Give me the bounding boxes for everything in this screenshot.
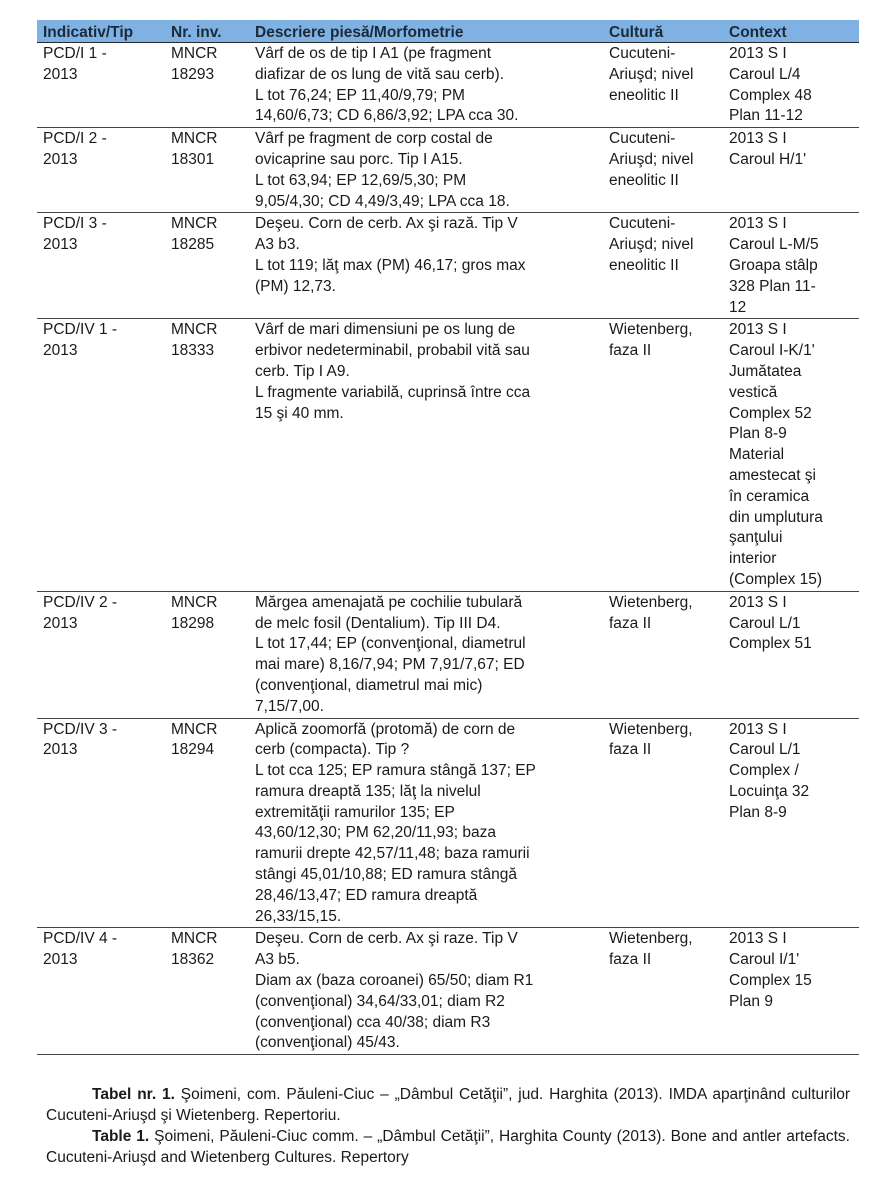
cell-line: 18333 <box>171 342 215 360</box>
cell-line: 15 şi 40 mm. <box>255 404 344 422</box>
cell-line: (Complex 15) <box>729 570 823 588</box>
cell-line: interior <box>729 550 777 568</box>
caption-romanian <box>46 1084 850 1126</box>
cell-line: Cucuteni- <box>609 45 676 62</box>
cell-indicativ <box>37 928 165 1055</box>
table-row <box>37 319 859 591</box>
cell-line: A3 b5. <box>255 951 300 969</box>
caption-ro-label: Tabel nr. 1. <box>92 1086 175 1103</box>
cell-line: L tot 63,94; EP 12,69/5,30; PM <box>255 171 467 189</box>
cell-line: cerb. Tip I A9. <box>255 362 350 380</box>
cell-line: 2013 S I <box>729 45 787 62</box>
cell-line: ramurii drepte 42,57/11,48; baza ramurii <box>255 845 530 863</box>
cell-line: Ariuşd; nivel <box>609 65 694 83</box>
cell-line: Wietenberg, <box>609 321 693 339</box>
cell-indicativ <box>37 128 165 213</box>
cell-line: (convenţional, diametrul mai mic) <box>255 676 483 694</box>
cell-line: 9,05/4,30; CD 4,49/3,49; LPA cca 18. <box>255 192 510 210</box>
cell-context <box>723 591 859 718</box>
cell-line: 18293 <box>171 65 215 83</box>
cell-line: 2013 S I <box>729 321 787 339</box>
cell-line: Complex 52 <box>729 404 812 422</box>
caption-english <box>46 1126 850 1168</box>
cell-line: de melc fosil (Dentalium). Tip III D4. <box>255 614 501 632</box>
cell-line: Ariuşd; nivel <box>609 150 694 168</box>
cell-line: 2013 S I <box>729 130 787 148</box>
cell-nr-inv <box>165 128 249 213</box>
header-row <box>37 20 859 43</box>
cell-descriere <box>249 128 603 213</box>
cell-line: Caroul I-K/1' <box>729 342 815 360</box>
cell-descriere <box>249 319 603 591</box>
cell-line: 14,60/6,73; CD 6,86/3,92; LPA cca 30. <box>255 107 519 125</box>
cell-line: Plan 8-9 <box>729 425 787 443</box>
caption-ro-text: Şoimeni, com. Păuleni-Ciuc – „Dâmbul Cetăţii”, jud. Harghita (2013). IMDA aparţinând culturilor Cucuteni-Ariuşd şi Wietenberg. Repertoriu. <box>46 1086 851 1124</box>
cell-line: PCD/I 2 - <box>43 130 107 148</box>
cell-line: ramura dreaptă 135; lăţ la nivelul <box>255 782 481 800</box>
cell-line: faza II <box>609 342 652 360</box>
cell-line: Plan 11-12 <box>729 107 803 125</box>
cell-line: Wietenberg, <box>609 720 693 738</box>
cell-line: Caroul L/1 <box>729 741 801 759</box>
cell-line: faza II <box>609 741 652 759</box>
cell-context <box>723 718 859 928</box>
cell-nr-inv <box>165 213 249 319</box>
table-row <box>37 213 859 319</box>
cell-indicativ <box>37 319 165 591</box>
cell-descriere <box>249 591 603 718</box>
cell-line: 328 Plan 11- <box>729 277 816 295</box>
cell-line: MNCR <box>171 720 218 738</box>
cell-descriere <box>249 43 603 128</box>
cell-indicativ <box>37 718 165 928</box>
cell-line: mai mare) 8,16/7,94; PM 7,91/7,67; ED <box>255 656 525 674</box>
cell-context <box>723 213 859 319</box>
cell-line: Complex 15 <box>729 972 812 990</box>
cell-line: PCD/I 3 - <box>43 215 107 233</box>
cell-context <box>723 928 859 1055</box>
table-header <box>37 20 859 43</box>
cell-line: L fragmente variabilă, cuprinsă între cca <box>255 383 531 401</box>
cell-line: 2013 S I <box>729 215 787 233</box>
cell-line: 18362 <box>171 951 215 969</box>
cell-line: eneolitic II <box>609 256 679 274</box>
cell-line: Wietenberg, <box>609 593 693 611</box>
cell-line: PCD/IV 1 - <box>43 321 118 339</box>
cell-cultura <box>603 213 723 319</box>
cell-line: Diam ax (baza coroanei) 65/50; diam R1 <box>255 972 534 990</box>
cell-line: Locuinţa 32 <box>729 782 810 800</box>
cell-line: Ariuşd; nivel <box>609 236 694 254</box>
cell-line: Caroul L-M/5 <box>729 236 819 254</box>
cell-line: Vârf de mari dimensiuni pe os lung de <box>255 321 516 339</box>
cell-indicativ <box>37 43 165 128</box>
cell-line: 18301 <box>171 150 215 168</box>
cell-line: Plan 9 <box>729 992 773 1010</box>
cell-cultura <box>603 319 723 591</box>
cell-line: MNCR <box>171 215 218 233</box>
cell-line: Caroul H/1' <box>729 150 807 168</box>
cell-line: Aplică zoomorfă (protomă) de corn de <box>255 720 516 738</box>
cell-line: L tot 119; lăţ max (PM) 46,17; gros max <box>255 256 526 274</box>
cell-line: MNCR <box>171 930 218 948</box>
header-nr-inv: Nr. inv. <box>165 20 249 43</box>
cell-line: MNCR <box>171 321 218 339</box>
cell-line: 2013 <box>43 614 78 632</box>
cell-line: PCD/I 1 - <box>43 45 107 62</box>
cell-line: Mărgea amenajată pe cochilie tubulară <box>255 593 523 611</box>
cell-line: 2013 <box>43 236 78 254</box>
cell-line: amestecat şi <box>729 466 817 484</box>
cell-line: Complex / <box>729 762 799 780</box>
cell-cultura <box>603 591 723 718</box>
cell-context <box>723 128 859 213</box>
cell-context <box>723 43 859 128</box>
table-container <box>37 20 859 1055</box>
cell-line: Cucuteni- <box>609 215 676 233</box>
artefact-table <box>37 20 859 1055</box>
cell-line: L tot cca 125; EP ramura stângă 137; EP <box>255 762 536 780</box>
cell-line: 2013 S I <box>729 930 787 948</box>
cell-line: şanţului <box>729 529 783 547</box>
cell-line: Caroul L/4 <box>729 65 801 83</box>
cell-line: PCD/IV 4 - <box>43 930 118 948</box>
cell-line: Material <box>729 446 785 464</box>
cell-line: (PM) 12,73. <box>255 277 336 295</box>
cell-line: 43,60/12,30; PM 62,20/11,93; baza <box>255 824 497 842</box>
cell-line: 7,15/7,00. <box>255 697 324 715</box>
cell-line: 2013 S I <box>729 593 787 611</box>
cell-nr-inv <box>165 591 249 718</box>
table-row <box>37 718 859 928</box>
cell-line: Jumătatea <box>729 362 802 380</box>
cell-line: ovicaprine sau porc. Tip I A15. <box>255 150 463 168</box>
cell-line: MNCR <box>171 130 218 148</box>
cell-line: eneolitic II <box>609 171 679 189</box>
cell-line: PCD/IV 2 - <box>43 593 118 611</box>
cell-line: A3 b3. <box>255 236 300 254</box>
table-row <box>37 928 859 1055</box>
cell-line: faza II <box>609 951 652 969</box>
header-cultura: Cultură <box>603 20 723 43</box>
cell-line: MNCR <box>171 593 218 611</box>
cell-cultura <box>603 43 723 128</box>
caption-en-text: Şoimeni, Păuleni-Ciuc comm. – „Dâmbul Cetăţii”, Harghita County (2013). Bone and antler artefacts. Cucuteni-Ariuşd and Wietenberg Cultures. Repertory <box>46 1128 850 1166</box>
cell-line: din umplutura <box>729 508 823 526</box>
header-indicativ: Indicativ/Tip <box>37 20 165 43</box>
cell-line: Plan 8-9 <box>729 803 787 821</box>
cell-line: în ceramica <box>729 487 810 505</box>
cell-nr-inv <box>165 928 249 1055</box>
cell-cultura <box>603 718 723 928</box>
cell-line: (convenţional) 45/43. <box>255 1034 400 1052</box>
cell-line: MNCR <box>171 45 218 62</box>
cell-line: 2013 <box>43 150 78 168</box>
cell-line: 2013 <box>43 342 78 360</box>
cell-line: L tot 76,24; EP 11,40/9,79; PM <box>255 86 465 104</box>
cell-line: (convenţional) 34,64/33,01; diam R2 <box>255 992 505 1010</box>
cell-line: Complex 51 <box>729 635 812 653</box>
cell-line: erbivor nedeterminabil, probabil vită sau <box>255 342 530 360</box>
cell-line: 2013 <box>43 741 78 759</box>
cell-descriere <box>249 213 603 319</box>
cell-descriere <box>249 718 603 928</box>
caption-en-label: Table 1. <box>92 1128 150 1145</box>
cell-line: cerb (compacta). Tip ? <box>255 741 410 759</box>
cell-line: vestică <box>729 383 778 401</box>
cell-line: 2013 S I <box>729 720 787 738</box>
cell-context <box>723 319 859 591</box>
cell-line: 2013 <box>43 65 78 83</box>
cell-line: stângi 45,01/10,88; ED ramura stângă <box>255 866 517 884</box>
table-row <box>37 591 859 718</box>
header-descriere: Descriere piesă/Morfometrie <box>249 20 603 43</box>
cell-line: Caroul I/1' <box>729 951 800 969</box>
cell-line: Groapa stâlp <box>729 256 818 274</box>
cell-line: eneolitic II <box>609 86 679 104</box>
header-context: Context <box>723 20 859 43</box>
cell-line: Vârf de os de tip I A1 (pe fragment <box>255 45 492 62</box>
table-body <box>37 43 859 1055</box>
cell-line: 26,33/15,15. <box>255 907 342 925</box>
cell-line: Wietenberg, <box>609 930 693 948</box>
cell-line: (convenţional) cca 40/38; diam R3 <box>255 1013 491 1031</box>
cell-descriere <box>249 928 603 1055</box>
table-row <box>37 43 859 128</box>
cell-line: Deşeu. Corn de cerb. Ax şi rază. Tip V <box>255 215 518 233</box>
cell-line: PCD/IV 3 - <box>43 720 118 738</box>
table-row <box>37 128 859 213</box>
cell-nr-inv <box>165 43 249 128</box>
cell-cultura <box>603 928 723 1055</box>
cell-indicativ <box>37 213 165 319</box>
table-caption <box>46 1084 850 1168</box>
cell-line: 18285 <box>171 236 215 254</box>
cell-line: 18294 <box>171 741 215 759</box>
cell-line: extremităţii ramurilor 135; EP <box>255 803 455 821</box>
cell-indicativ <box>37 591 165 718</box>
cell-line: Cucuteni- <box>609 130 676 148</box>
cell-line: Complex 48 <box>729 86 812 104</box>
cell-cultura <box>603 128 723 213</box>
cell-line: Deşeu. Corn de cerb. Ax şi raze. Tip V <box>255 930 518 948</box>
cell-line: 18298 <box>171 614 215 632</box>
cell-line: 28,46/13,47; ED ramura dreaptă <box>255 886 478 904</box>
cell-line: Vârf pe fragment de corp costal de <box>255 130 493 148</box>
cell-line: Caroul L/1 <box>729 614 801 632</box>
cell-line: L tot 17,44; EP (convenţional, diametrul <box>255 635 526 653</box>
cell-line: faza II <box>609 614 652 632</box>
cell-nr-inv <box>165 319 249 591</box>
cell-nr-inv <box>165 718 249 928</box>
cell-line: 12 <box>729 298 747 316</box>
cell-line: diafizar de os lung de vită sau cerb). <box>255 65 504 83</box>
cell-line: 2013 <box>43 951 78 969</box>
